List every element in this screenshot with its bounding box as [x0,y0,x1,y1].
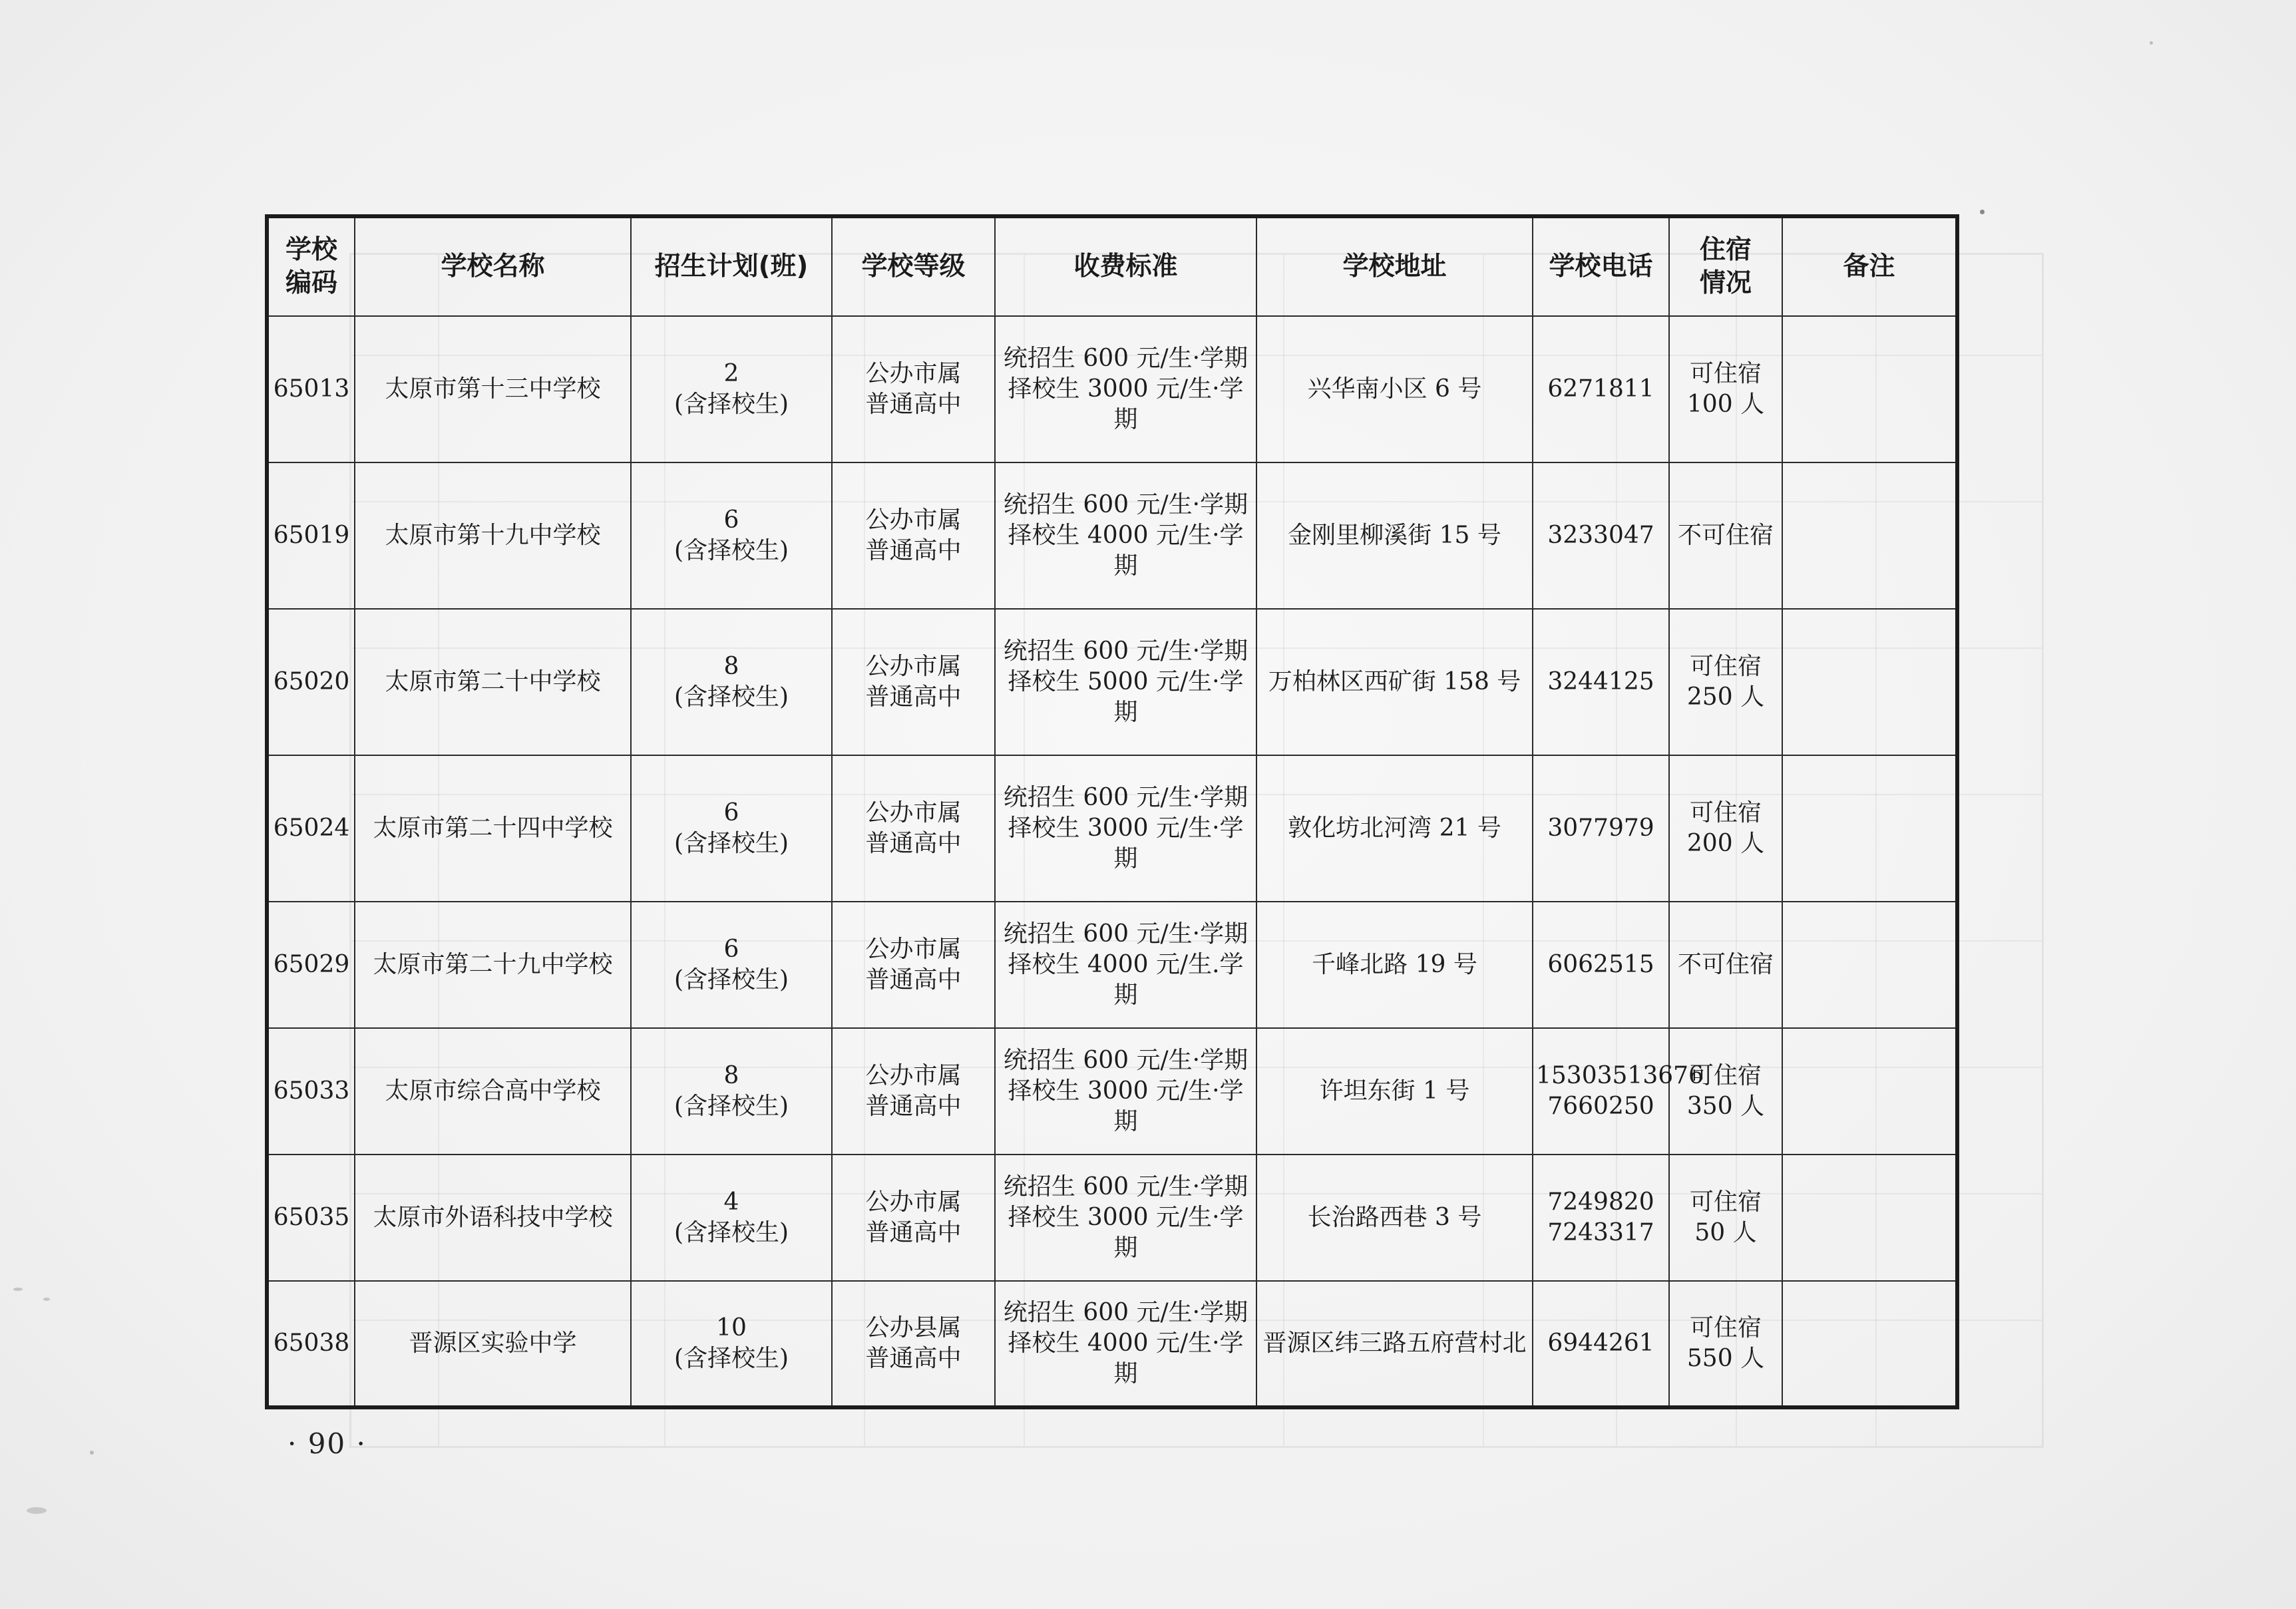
address-cell: 长治路西巷 3 号 [1256,1155,1533,1281]
scan-speck [90,1451,94,1455]
fee-cell [995,902,1256,1028]
school-name-cell: 太原市第二十九中学校 [355,902,631,1028]
cell-line: 7660250 [1547,1093,1654,1120]
plan-cell [631,1155,832,1281]
level-cell [832,609,995,755]
cell-line: 择校生 3000 元/生·学期 [1008,1204,1244,1262]
cell-line: 住宿 [1699,235,1752,265]
cell-line: 统招生 600 元/生·学期 [1003,345,1248,372]
cell-line: 3233047 [1547,522,1654,549]
fee-cell [995,316,1256,462]
fee-cell [995,609,1256,755]
plan-cell [631,316,832,462]
plan-cell [631,609,832,755]
cell-line: 公办市属 [865,1188,962,1216]
header-phone [1533,216,1669,316]
cell-line: 情况 [1699,268,1752,298]
cell-line: 学校名称 [441,252,545,281]
note-cell [1782,1155,1957,1281]
cell-line: 统招生 600 元/生·学期 [1003,784,1248,811]
cell-line: 公办县属 [865,1314,962,1341]
school-name-cell: 太原市外语科技中学校 [355,1155,631,1281]
cell-line: (含择校生) [673,683,789,711]
cell-line: 择校生 3000 元/生·学期 [1008,814,1244,872]
note-cell [1782,755,1957,902]
cell-line: 4 [723,1188,739,1216]
cell-line: 普通高中 [865,537,962,564]
cell-line: 6944261 [1547,1330,1654,1357]
code-cell: 65024 [267,755,355,902]
code-cell: 65033 [267,1028,355,1155]
scan-speck [1980,210,1985,214]
note-cell [1782,462,1957,609]
note-cell [1782,316,1957,462]
cell-line: 6062515 [1547,951,1654,978]
phone-cell [1533,462,1669,609]
scan-speck [13,1288,23,1291]
cell-line: 择校生 3000 元/生·学期 [1008,375,1244,433]
table-row [267,1028,1957,1155]
address-cell: 万柏林区西矿街 158 号 [1256,609,1533,755]
phone-cell [1533,1281,1669,1407]
cell-line: 普通高中 [865,830,962,857]
cell-line: (含择校生) [673,1219,789,1246]
cell-line: 6 [723,506,739,534]
school-name-cell: 太原市第二十中学校 [355,609,631,755]
cell-line: 编码 [285,268,337,298]
table-row [267,1155,1957,1281]
cell-line: 6 [723,936,739,963]
school-name-cell: 太原市第十九中学校 [355,462,631,609]
level-cell [832,462,995,609]
address-cell: 金刚里柳溪街 15 号 [1256,462,1533,609]
cell-line: 200 人 [1686,830,1765,857]
cell-line: 学校等级 [861,252,966,281]
code-cell: 65029 [267,902,355,1028]
table-row [267,462,1957,609]
cell-line: 择校生 5000 元/生·学期 [1008,668,1244,726]
cell-line: 备注 [1843,252,1895,281]
cell-line: 不可住宿 [1677,951,1774,978]
cell-line: 10 [716,1314,747,1341]
code-cell: 65013 [267,316,355,462]
cell-line: 可住宿 [1689,360,1762,387]
cell-line: (含择校生) [673,966,789,993]
phone-cell [1533,1028,1704,1155]
header-address [1256,216,1533,316]
cell-line: 普通高中 [865,1093,962,1120]
note-cell [1782,1281,1957,1407]
code-cell: 65038 [267,1281,355,1407]
plan-cell [631,462,832,609]
level-cell [832,755,995,902]
cell-line: 统招生 600 元/生·学期 [1003,1173,1248,1200]
lodging-cell [1669,1028,1782,1155]
scan-speck [43,1298,50,1301]
cell-line: 统招生 600 元/生·学期 [1003,637,1248,665]
address-cell: 许坦东街 1 号 [1256,1028,1533,1155]
address-cell: 兴华南小区 6 号 [1256,316,1533,462]
cell-line: 350 人 [1686,1093,1765,1120]
table-row [267,755,1957,902]
cell-line: 3244125 [1547,668,1654,695]
cell-line: 学校地址 [1342,252,1447,281]
cell-line: 统招生 600 元/生·学期 [1003,1299,1248,1326]
plan-cell [631,902,832,1028]
cell-line: 公办市属 [865,506,962,534]
cell-line: 择校生 4000 元/生·学期 [1008,522,1244,580]
cell-line: 15303513676 [1536,1062,1704,1089]
table-row [267,316,1957,462]
fee-cell [995,1028,1256,1155]
cell-line: 统招生 600 元/生·学期 [1003,1047,1248,1074]
cell-line: 6 [723,799,739,826]
level-cell [832,1281,995,1407]
school-name-cell: 太原市第十三中学校 [355,316,631,462]
table-body [267,316,1957,1407]
cell-line: 公办市属 [865,799,962,826]
header-plan [631,216,832,316]
cell-line: 择校生 4000 元/生·学期 [1008,1330,1244,1387]
cell-line: 普通高中 [865,1345,962,1372]
cell-line: 学校电话 [1549,252,1653,281]
cell-line: 6271811 [1547,375,1654,403]
header-fee [995,216,1256,316]
plan-cell [631,1028,832,1155]
code-cell: 65035 [267,1155,355,1281]
level-cell [832,902,995,1028]
cell-line: 7243317 [1547,1219,1654,1246]
school-name-cell: 太原市综合高中学校 [355,1028,631,1155]
header-code [267,216,355,316]
lodging-cell [1669,1155,1782,1281]
cell-line: 公办市属 [865,936,962,963]
page-number: · 90 · [287,1427,367,1460]
cell-line: 可住宿 [1689,653,1762,680]
cell-line: 不可住宿 [1677,522,1774,549]
header-lodging [1669,216,1782,316]
enrollment-table [265,214,1959,1409]
cell-line: (含择校生) [673,1093,789,1120]
plan-cell [631,755,832,902]
scan-speck [27,1507,47,1514]
cell-line: 可住宿 [1689,799,1762,826]
lodging-cell [1669,1281,1782,1407]
note-cell [1782,902,1957,1028]
cell-line: 择校生 3000 元/生·学期 [1008,1077,1244,1135]
header-school-name [355,216,631,316]
lodging-cell [1669,755,1782,902]
cell-line: 8 [723,653,739,680]
header-note [1782,216,1957,316]
level-cell [832,316,995,462]
phone-cell [1533,316,1669,462]
cell-line: 100 人 [1686,391,1765,418]
fee-cell [995,1281,1256,1407]
cell-line: 公办市属 [865,653,962,680]
lodging-cell [1669,462,1782,609]
fee-cell [995,462,1256,609]
phone-cell [1533,902,1669,1028]
cell-line: 可住宿 [1689,1314,1762,1341]
plan-cell [631,1281,832,1407]
cell-line: (含择校生) [673,391,789,418]
cell-line: 3077979 [1547,814,1654,842]
cell-line: (含择校生) [673,1345,789,1372]
school-name-cell: 晋源区实验中学 [355,1281,631,1407]
cell-line: 统招生 600 元/生·学期 [1003,491,1248,518]
cell-line: 50 人 [1694,1219,1757,1246]
address-cell: 晋源区纬三路五府营村北 [1256,1281,1533,1407]
lodging-cell [1669,316,1782,462]
cell-line: 250 人 [1686,683,1765,711]
lodging-cell [1669,609,1782,755]
cell-line: 普通高中 [865,966,962,993]
table-row [267,609,1957,755]
school-name-cell: 太原市第二十四中学校 [355,755,631,902]
note-cell [1782,1028,1957,1155]
note-cell [1782,609,1957,755]
cell-line: 公办市属 [865,360,962,387]
cell-line: 公办市属 [865,1062,962,1089]
fee-cell [995,1155,1256,1281]
phone-cell [1533,609,1669,755]
phone-cell [1533,1155,1669,1281]
table-row [267,902,1957,1028]
cell-line: 7249820 [1547,1188,1654,1216]
cell-line: 2 [723,360,739,387]
cell-line: 统招生 600 元/生·学期 [1003,920,1248,948]
fee-cell [995,755,1256,902]
scan-speck [2150,41,2153,45]
code-cell: 65019 [267,462,355,609]
table-row [267,1281,1957,1407]
cell-line: 招生计划(班) [654,252,809,281]
code-cell: 65020 [267,609,355,755]
address-cell: 千峰北路 19 号 [1256,902,1533,1028]
cell-line: 可住宿 [1689,1188,1762,1216]
phone-cell [1533,755,1669,902]
cell-line: 8 [723,1062,739,1089]
cell-line: (含择校生) [673,537,789,564]
address-cell: 敦化坊北河湾 21 号 [1256,755,1533,902]
table-header-row [267,216,1957,316]
cell-line: (含择校生) [673,830,789,857]
cell-line: 收费标准 [1073,252,1178,281]
cell-line: 普通高中 [865,1219,962,1246]
cell-line: 学校 [285,235,337,265]
header-level [832,216,995,316]
level-cell [832,1155,995,1281]
cell-line: 可住宿 [1689,1062,1762,1089]
cell-line: 普通高中 [865,391,962,418]
lodging-cell [1669,902,1782,1028]
cell-line: 普通高中 [865,683,962,711]
level-cell [832,1028,995,1155]
cell-line: 550 人 [1686,1345,1765,1372]
cell-line: 择校生 4000 元/生.学期 [1008,951,1244,1009]
